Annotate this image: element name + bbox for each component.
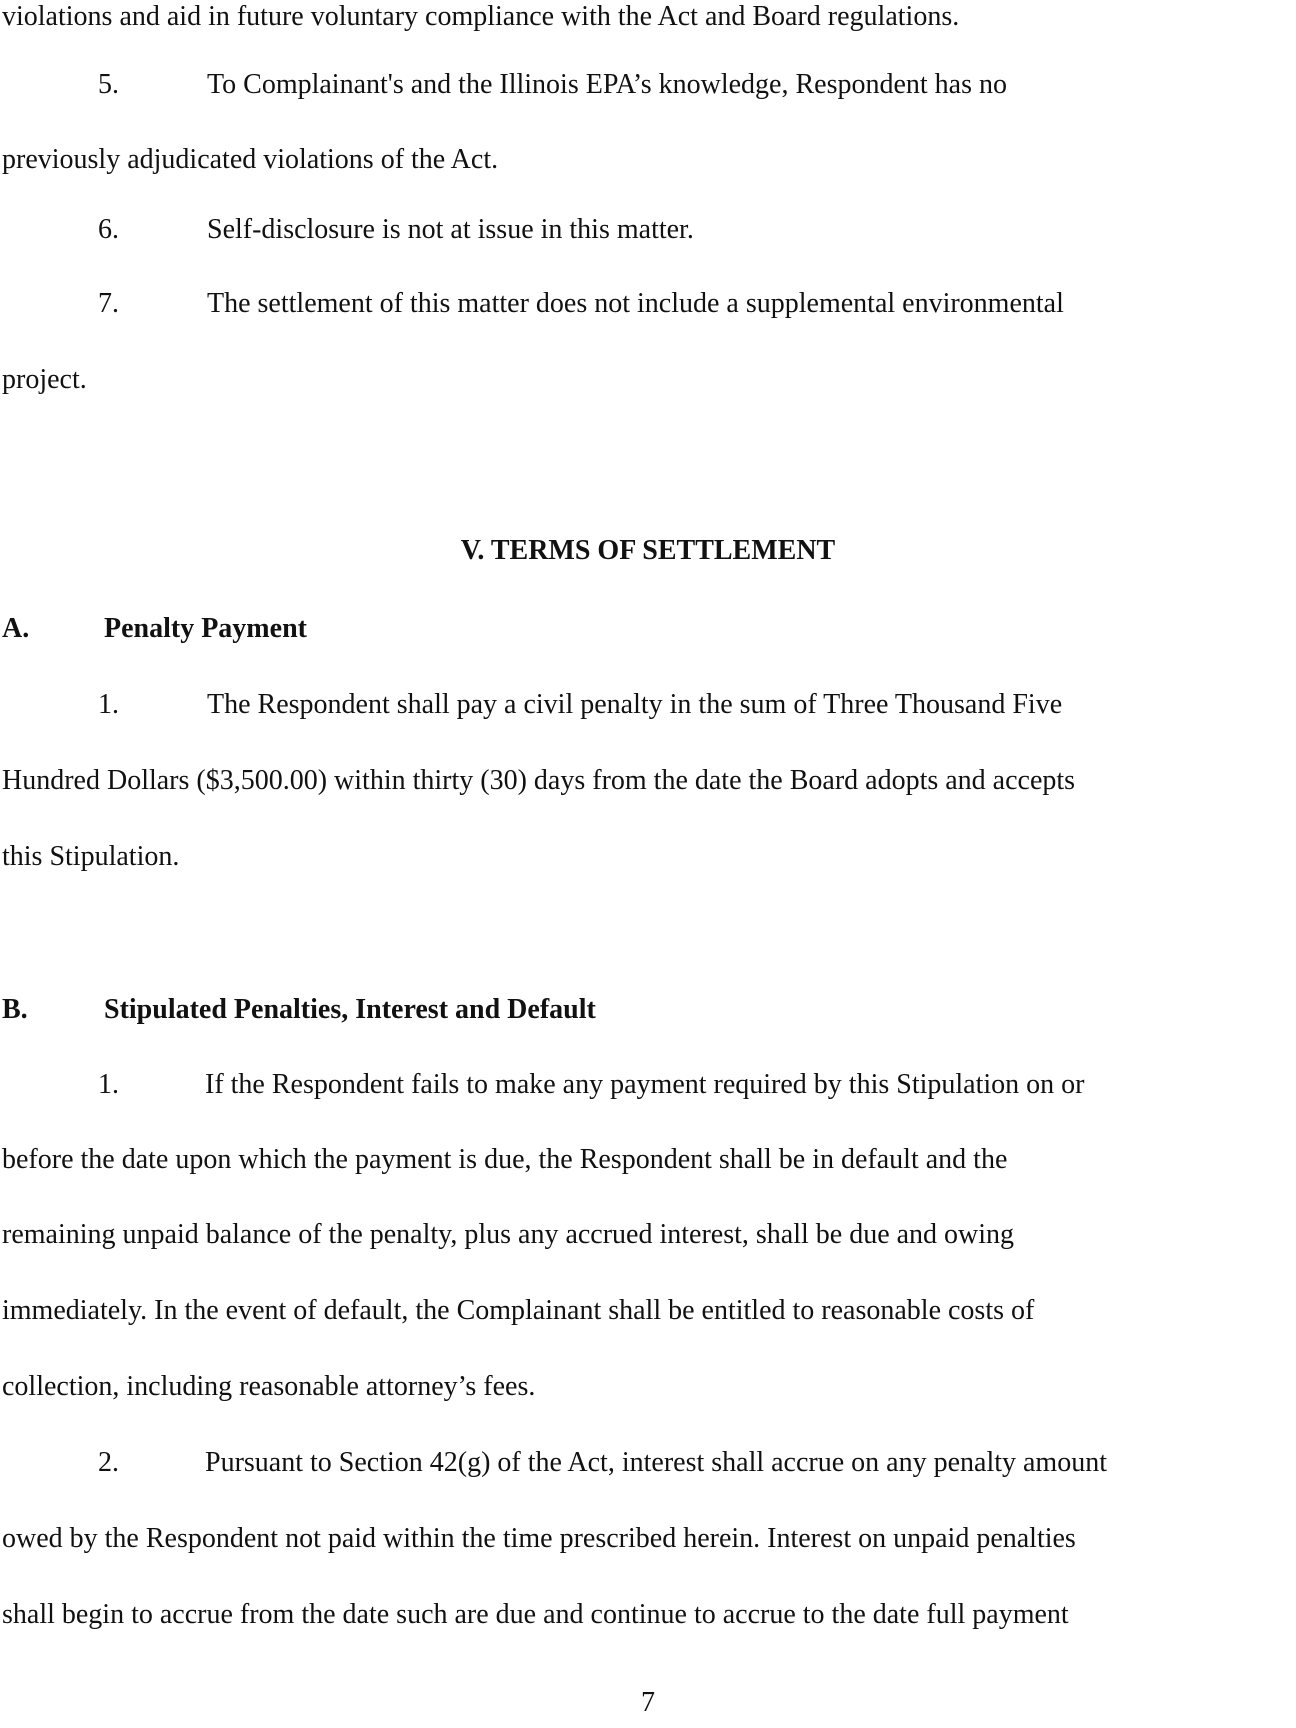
subsection-title: Stipulated Penalties, Interest and Default <box>104 994 596 1025</box>
subsection-letter: A. <box>2 613 30 644</box>
section-heading: V. TERMS OF SETTLEMENT <box>460 535 836 566</box>
text-line: Self-disclosure is not at issue in this matter. <box>207 214 694 245</box>
text-line: Hundred Dollars ($3,500.00) within thirty (30) days from the date the Board adopts and accepts <box>2 765 1076 796</box>
text-line: To Complainant's and the Illinois EPA’s knowledge, Respondent has no <box>207 69 1007 100</box>
text-line: remaining unpaid balance of the penalty, plus any accrued interest, shall be due and owing <box>2 1219 1015 1250</box>
item-number: 5. <box>98 69 119 100</box>
item-number: 7. <box>98 288 119 319</box>
text-line: before the date upon which the payment is due, the Respondent shall be in default and the <box>2 1144 1008 1175</box>
page-number: 7 <box>641 1687 655 1718</box>
text-line: Pursuant to Section 42(g) of the Act, interest shall accrue on any penalty amount <box>205 1447 1107 1478</box>
paragraph-number: 2. <box>98 1447 119 1478</box>
subsection-title: Penalty Payment <box>104 613 307 644</box>
text-line: this Stipulation. <box>2 841 180 872</box>
text-line: The Respondent shall pay a civil penalty in the sum of Three Thousand Five <box>207 689 1063 720</box>
item-number: 6. <box>98 214 119 245</box>
text-line: violations and aid in future voluntary compliance with the Act and Board regulations. <box>2 1 960 32</box>
text-line: previously adjudicated violations of the Act. <box>2 144 499 175</box>
paragraph-number: 1. <box>98 689 119 720</box>
text-line: The settlement of this matter does not include a supplemental environmental <box>207 288 1064 319</box>
text-line: shall begin to accrue from the date such are due and continue to accrue to the date full payment <box>2 1599 1069 1630</box>
text-line: If the Respondent fails to make any payment required by this Stipulation on or <box>205 1069 1085 1100</box>
subsection-letter: B. <box>2 994 28 1025</box>
text-line: owed by the Respondent not paid within the time prescribed herein. Interest on unpaid penalties <box>2 1523 1076 1554</box>
text-line: immediately. In the event of default, the Complainant shall be entitled to reasonable costs of <box>2 1295 1035 1326</box>
text-line: collection, including reasonable attorney’s fees. <box>2 1371 536 1402</box>
text-line: project. <box>2 364 87 395</box>
paragraph-number: 1. <box>98 1069 119 1100</box>
